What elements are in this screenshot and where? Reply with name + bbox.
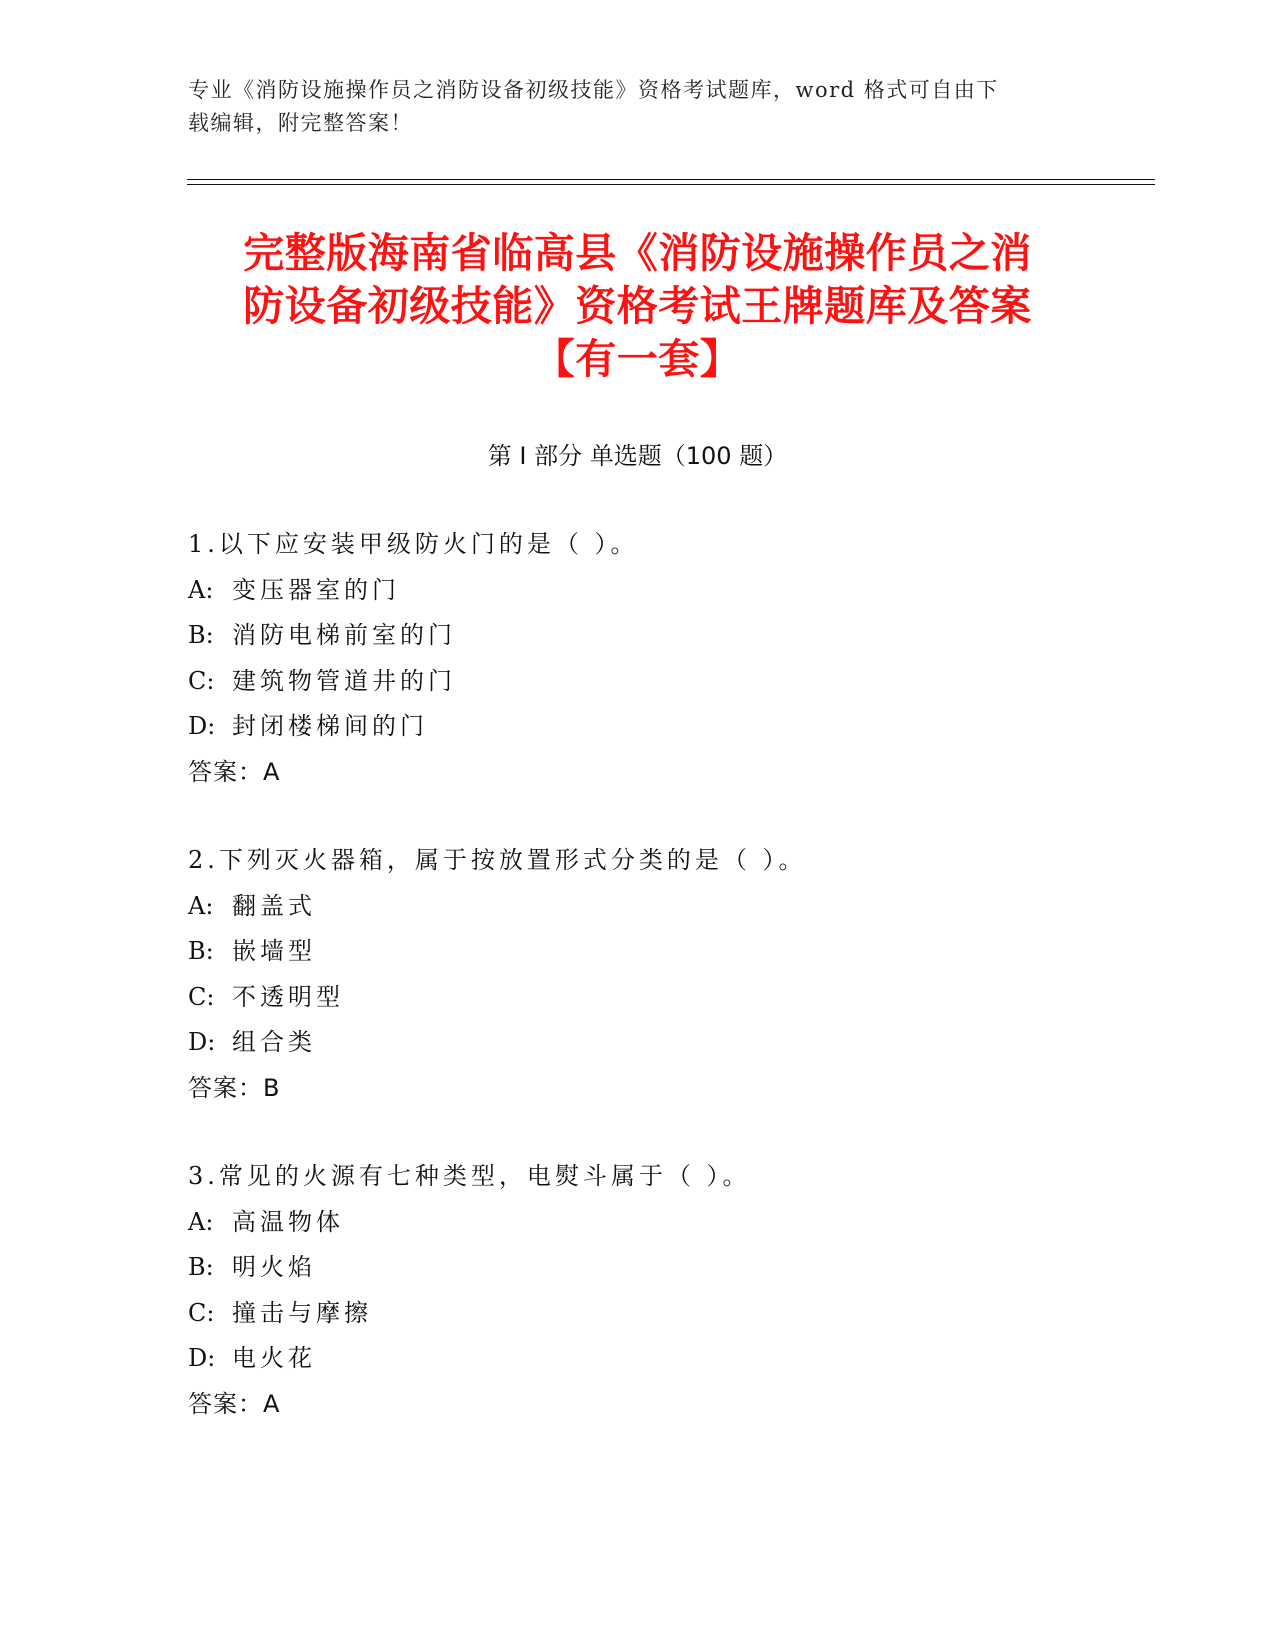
option-text: 翻盖式: [232, 891, 316, 920]
document-title: [150, 227, 1125, 386]
option-text: 建筑物管道井的门: [232, 666, 456, 695]
document-header-note: [188, 74, 1068, 140]
option-key: D:: [188, 712, 216, 740]
option-text: 明火焰: [232, 1253, 316, 1281]
title-line-2: 防设备初级技能》资格考试王牌题库及答案: [243, 282, 1032, 330]
answer-line: 答案：A: [188, 1389, 281, 1418]
title-line-3: 【有一套】: [533, 335, 742, 383]
option-a: [188, 1200, 1188, 1246]
title-line-1: 完整版海南省临高县《消防设施操作员之消: [243, 229, 1032, 277]
option-key: A:: [188, 891, 214, 920]
question-2: [188, 838, 1188, 1111]
option-b: [188, 613, 1188, 659]
option-key: B:: [188, 621, 214, 649]
question-stem: 2.下列灭火器箱，属于按放置形式分类的是（ ）。: [188, 846, 807, 874]
option-text: 封闭楼梯间的门: [232, 712, 428, 740]
option-text: 高温物体: [232, 1207, 344, 1236]
option-key: B:: [188, 937, 214, 965]
option-b: [188, 1245, 1188, 1291]
option-d: [188, 1336, 1188, 1382]
option-key: A:: [188, 575, 214, 604]
section-heading: 第 I 部分 单选题（100 题）: [487, 442, 788, 470]
option-key: C:: [188, 1298, 215, 1327]
option-c: [188, 975, 1188, 1021]
header-line-1: 专业《消防设施操作员之消防设备初级技能》资格考试题库，word 格式可自由下: [188, 78, 999, 102]
header-line-2: 载编辑，附完整答案！: [188, 111, 413, 135]
answer-line: 答案：B: [188, 1073, 281, 1102]
option-key: D:: [188, 1028, 216, 1056]
question-stem: 3.常见的火源有七种类型，电熨斗属于（ ）。: [188, 1162, 751, 1190]
option-a: [188, 568, 1188, 614]
option-text: 变压器室的门: [232, 575, 400, 604]
option-key: C:: [188, 982, 215, 1011]
option-d: [188, 704, 1188, 750]
answer-line: 答案：A: [188, 757, 281, 786]
option-key: B:: [188, 1253, 214, 1281]
question-stem: 1.以下应安装甲级防火门的是（ ）。: [188, 530, 639, 558]
option-key: C:: [188, 666, 215, 695]
option-text: 组合类: [232, 1028, 316, 1056]
option-c: [188, 1291, 1188, 1337]
option-d: [188, 1020, 1188, 1066]
header-divider-bottom: [187, 184, 1155, 185]
header-divider-top: [187, 179, 1155, 180]
option-key: D:: [188, 1344, 216, 1372]
option-a: [188, 884, 1188, 930]
option-key: A:: [188, 1207, 214, 1236]
option-b: [188, 929, 1188, 975]
option-text: 嵌墙型: [232, 937, 316, 965]
option-text: 撞击与摩擦: [232, 1298, 372, 1327]
question-1: [188, 522, 1188, 795]
question-3: [188, 1154, 1188, 1427]
option-text: 电火花: [232, 1344, 316, 1372]
option-text: 消防电梯前室的门: [232, 621, 456, 649]
option-text: 不透明型: [232, 982, 344, 1011]
option-c: [188, 659, 1188, 705]
